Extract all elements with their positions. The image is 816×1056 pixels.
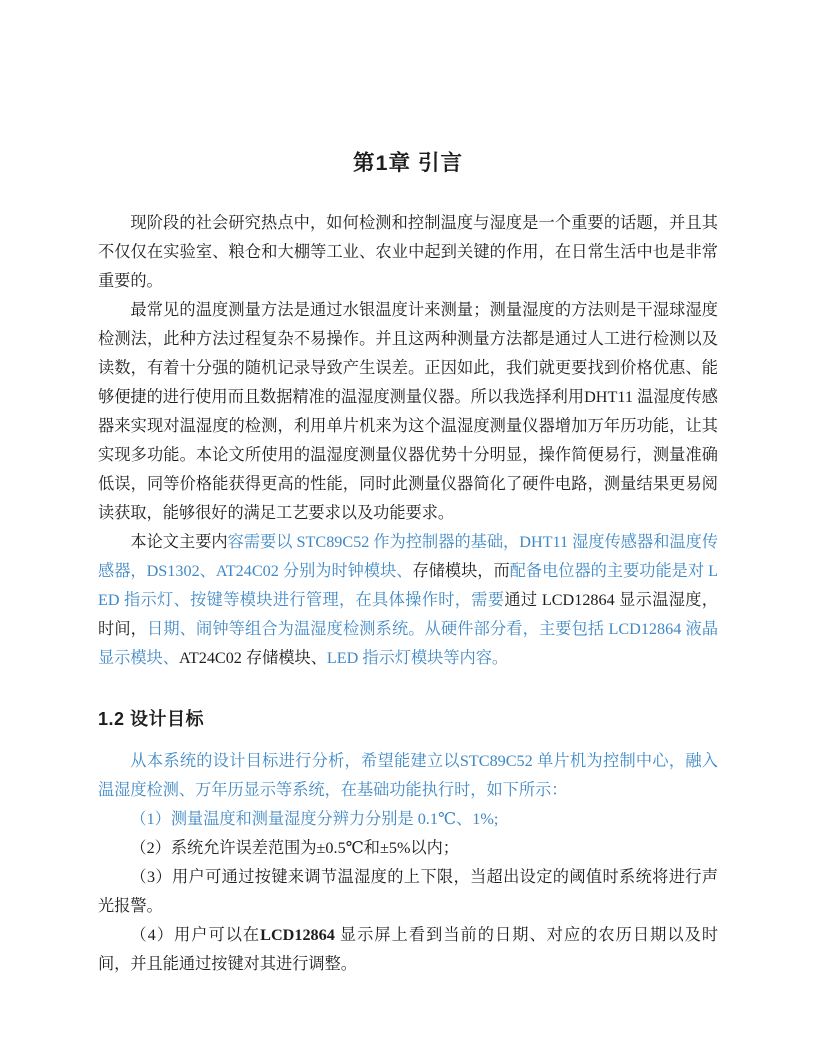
section-heading: 1.2 设计目标: [98, 709, 205, 729]
paragraph-measurement-methods: [98, 296, 718, 528]
text-run: LED 指示灯模块等内容。: [326, 649, 509, 667]
text-run: 配备电位器的主要功能是对 LED 指示灯、按键等模块进行管理，在具体操作时，需要: [98, 562, 719, 609]
text-run: 现阶段的社会研究热点中，如何检测和控制温度与湿度是一个重要的话题，并且其不仅仅在实验室、粮仓和大棚等工业、农业中起到关键的作用，在日常生活中也是非常重要的。: [98, 214, 718, 290]
text-run: （3）用户可通过按键来调节温湿度的上下限，当超出设定的阈值时系统将进行声光报警。: [98, 868, 718, 915]
text-run: 通过 LCD12864 显示温湿度，时间，: [98, 591, 718, 638]
text-run: 存储模块，而: [412, 562, 510, 580]
text-run: 本论文主要内: [130, 533, 228, 551]
chapter-title: 第1章 引言: [353, 151, 463, 175]
list-item-goal-1: [98, 805, 718, 834]
text-run: 从本系统的设计目标进行分析，希望能建立以STC89C52 单片机为控制中心，融入温湿度检测、万年历显示等系统，在基础功能执行时，如下所示：: [98, 752, 718, 799]
text-run: LCD12864: [260, 926, 335, 944]
paragraph-design-goal-intro: [98, 747, 718, 805]
list-item-goal-4: [98, 921, 718, 979]
text-run: 日期、闹钟等组合为温湿度检测系统。从硬件部分看，主要包括 LCD12864 液晶显示模块、: [98, 620, 719, 667]
list-item-goal-3: [98, 863, 718, 921]
text-run: （4）用户可以在: [130, 926, 261, 944]
text-run: AT24C02 存储模块、: [178, 649, 327, 667]
text-run: 容需要以 STC89C52 作为控制器的基础，DHT11 湿度传感器和温度传感器，DS1302、AT24C02 分别为时钟模块、: [98, 533, 719, 580]
text-run: （1）测量温度和测量湿度分辨力分别是 0.1℃、1%;: [130, 810, 499, 828]
text-run: 最常见的温度测量方法是通过水银温度计来测量；测量湿度的方法则是干湿球湿度检测法，此种方法过程复杂不易操作。并且这两种测量方法都是通过人工进行检测以及读数，有着十分强的随机记录导致产生误差。正因如此，我们就更要找到价格优惠、能够便捷的进行使用而且数据精准的温湿度测量仪器。所以我选择利用DHT11 温湿度传感器来实现对温湿度的检测，利用单片机来为这个温湿度测量仪器增加万年历功能，让其实现多功能。本论文所使用的温湿度测量仪器优势十分明显，操作简便易行，测量准确低误，同等价格能获得更高的性能，同时此测量仪器简化了硬件电路，测量结果更易阅读获取，能够很好的满足工艺要求以及功能要求。: [98, 301, 718, 522]
list-item-goal-2: [98, 834, 718, 863]
text-run: （2）系统允许误差范围为±0.5℃和±5%以内；: [130, 839, 459, 857]
paragraph-intro: [98, 209, 718, 296]
text-run: 显示屏上看到当前的日期、对应的农历日期以及时间，并且能通过按键对其进行调整。: [98, 926, 719, 973]
paragraph-system-overview: [98, 528, 718, 673]
